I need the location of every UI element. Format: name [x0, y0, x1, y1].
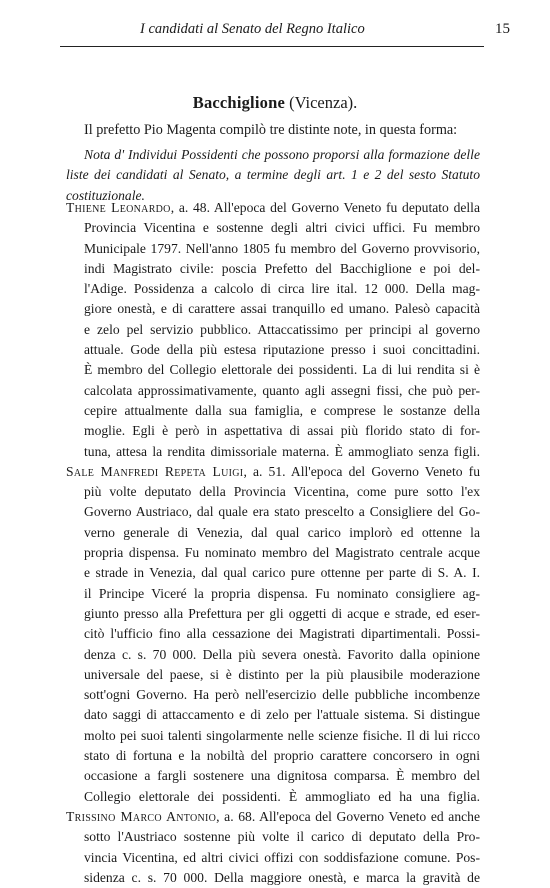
entry-first-line-text: , a. 51. All'epoca del Governo Veneto fu — [243, 463, 480, 479]
note-paragraph — [66, 145, 480, 206]
candidate-entry — [66, 807, 480, 888]
entry-line: cepire attualmente dalla sua famiglia, e comprese le sostanze della — [84, 402, 480, 418]
entry-line: È membro del Collegio elettorale dei possidenti. La di lui rendita si è — [84, 362, 480, 378]
entry-line: sotto l'Austriaco sostenne più volte il carico di deputato della Pro- — [84, 829, 480, 845]
note-line: Nota d' Individui Possidenti che possono proporsi alla formazione delle — [84, 147, 480, 162]
entry-line: calcolata approssimativamente, quanto agli assegni fissi, che può per- — [84, 382, 480, 398]
entry-line: il Principe Viceré la propria dispensa. Fu nominato consigliere ag- — [84, 585, 480, 601]
candidate-name: Trissino Marco Antonio — [66, 808, 217, 824]
entry-first-line-text: , a. 48. All'epoca del Governo Veneto fu deputato della — [170, 200, 480, 215]
entry-line: dato saggi di attaccamento e di zelo per l'attuale sistema. Si distingue — [84, 707, 480, 723]
entry-first-line — [66, 198, 480, 218]
entry-line: l'Adige. Possidenza a calcolo di circa lire ital. 12 000. Della mag- — [84, 281, 480, 297]
entry-line: propria dispensa. Fu nominato membro del Magistrato centrale acque — [84, 545, 480, 561]
entry-line: denza c. s. 70 000. Della più severa onestà. Favorito dalla opinione — [84, 646, 480, 662]
entry-line: moglie. Egli è però in aspettativa di assai più florido stato di for- — [84, 423, 480, 439]
entry-line: indi Magistrato civile: poscia Prefetto del Bacchiglione e poi del- — [84, 260, 480, 276]
entry-line: e zelo pel servizio pubblico. Attaccatissimo per principi al governo — [84, 321, 480, 337]
entry-line: Municipale 1797. Nell'anno 1805 fu membro del Governo provvisorio, — [84, 240, 480, 256]
candidate-entry — [66, 198, 480, 462]
candidate-name: Thiene Leonardo — [66, 200, 171, 215]
entry-line: giunto presso alla Prefettura per gli oggetti di acque e strade, ed eser- — [84, 605, 480, 621]
entry-line: tuna, attesa la rendita dimissoriale materna. È ammogliato senza figli. — [84, 443, 480, 459]
entry-line: e strade in Venezia, dal qual carico pure ottenne per parte di S. A. I. — [84, 565, 480, 581]
entry-line: occasione a fargli sostenere una dignitosa comparsa. È membro del — [84, 768, 480, 784]
entry-line: stato di fortuna e la nobiltà del proprio carattere concorsero in ogni — [84, 748, 480, 764]
note-line: liste dei candidati al Senato, a termine degli art. 1 e 2 del sesto Statuto — [66, 167, 480, 183]
candidate-name: Sale Manfredi Repeta Luigi — [66, 463, 244, 479]
running-head — [60, 21, 510, 45]
entry-line: giore onestà, e di carattere assai tranquillo ed umano. Palesò capacità — [84, 301, 480, 317]
entry-line: sidenza c. s. 70 000. Della maggiore onestà, e marca la gravità de — [84, 869, 480, 885]
running-title: I candidati al Senato del Regno Italico — [140, 21, 365, 37]
entry-line: vincia Vicentina, ed altri civici offizi con soddisfazione comune. Pos- — [84, 849, 480, 865]
candidate-entry — [66, 462, 480, 807]
entry-first-line — [66, 807, 480, 827]
page-number: 15 — [495, 21, 510, 37]
note-line: costituzionale. — [66, 187, 145, 203]
candidate-entries — [66, 198, 480, 888]
entry-line: Governo Austriaco, dal quale era stato prescelto a Consigliere del Go- — [84, 504, 480, 520]
section-title — [0, 93, 550, 113]
entry-line: Provincia Vicentina e sostenne degli altri civici uffici. Fu membro — [84, 220, 480, 236]
entry-line: attuale. Gode della più estesa riputazione presso i suoi concittadini. — [84, 342, 480, 358]
entry-line: verno generale di Venezia, dal qual carico implorò ed ottenne la — [84, 524, 480, 540]
entry-line: universale del paese, si è distinto per la più plausibile moderazione — [84, 666, 480, 682]
intro-line: Il prefetto Pio Magenta compilò tre distinte note, in questa forma: — [84, 122, 458, 138]
header-rule — [60, 46, 484, 47]
intro-paragraph — [66, 120, 480, 140]
entry-line: più volte deputato della Provincia Vicentina, come pure sotto l'ex — [84, 484, 480, 500]
section-city: (Vicenza). — [289, 93, 358, 112]
entry-first-line — [66, 462, 480, 482]
entry-line: citò l'ufficio fino alla cessazione dei Magistrati dipartimentali. Possi- — [84, 626, 480, 642]
entry-first-line-text: , a. 68. All'epoca del Governo Veneto ed anche — [216, 808, 480, 824]
entry-line: sott'ogni Governo. Ha però nell'esercizio delle pubbliche incombenze — [84, 687, 480, 703]
entry-line: Collegio elettorale dei possidenti. È ammogliato ed ha una figlia. — [84, 788, 480, 804]
section-place: Bacchiglione — [192, 93, 285, 112]
entry-line: molto pei suoi talenti singolarmente nelle scienze fisiche. Il di lui ricco — [84, 727, 480, 743]
